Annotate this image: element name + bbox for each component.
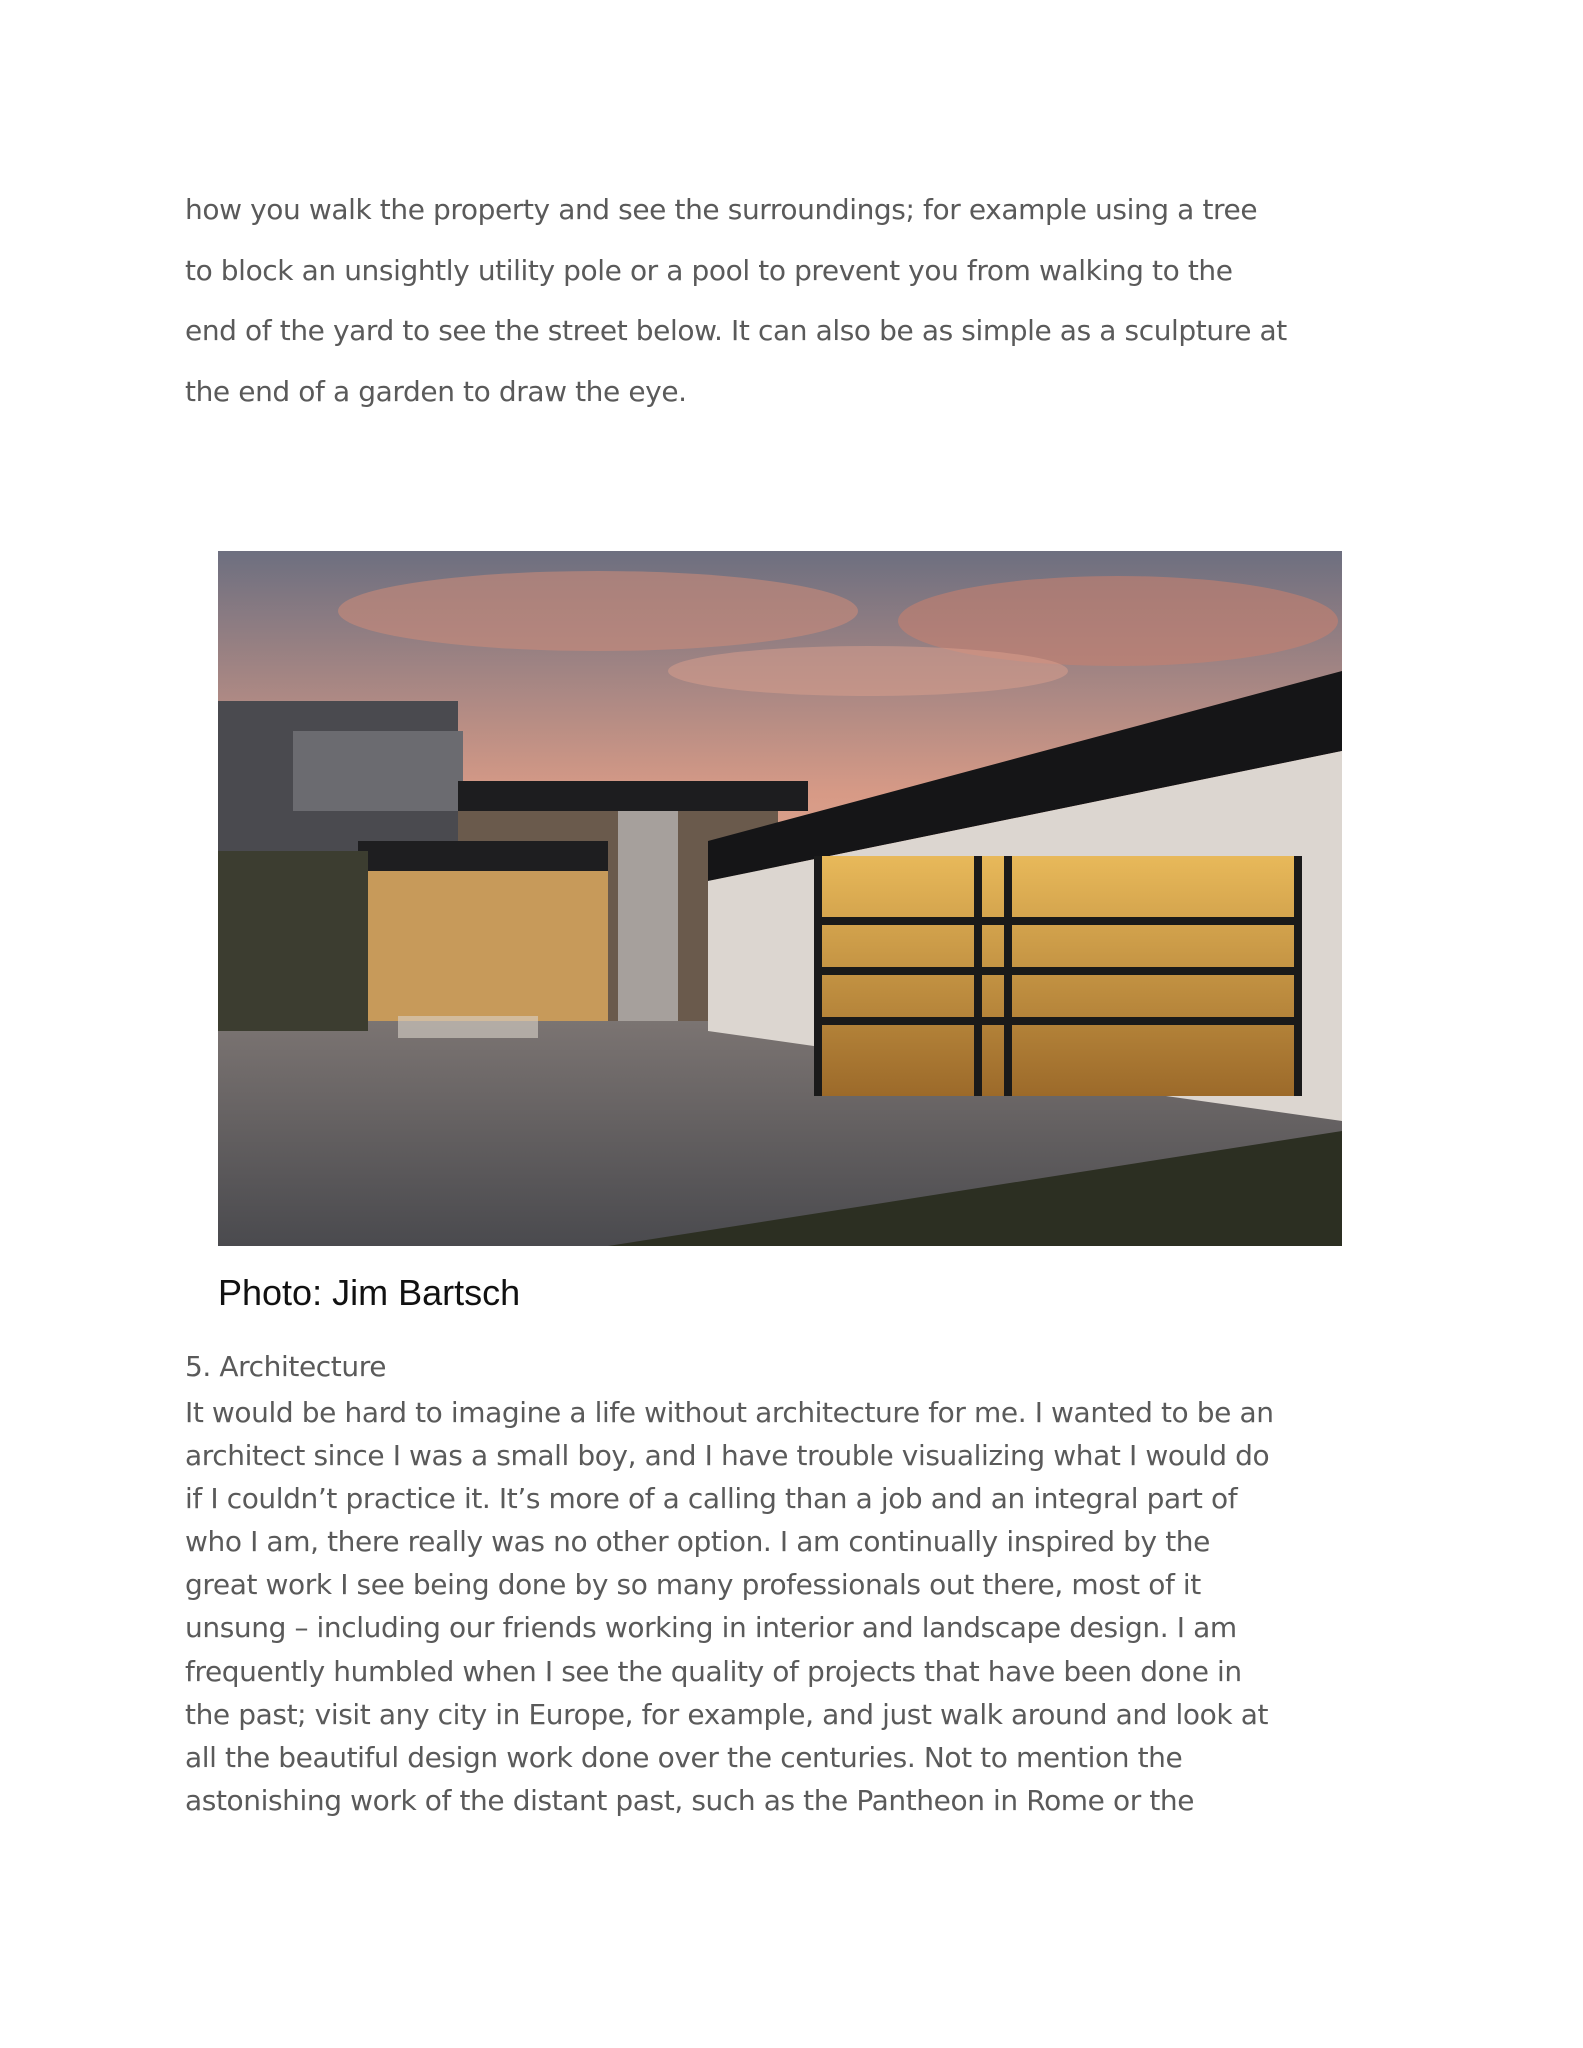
photo-caption: Photo: Jim Bartsch	[218, 1272, 521, 1313]
text-line: frequently humbled when I see the quality of projects that have been done in	[185, 1654, 1242, 1688]
section-heading: 5. Architecture	[185, 1350, 387, 1383]
text-line: the end of a garden to draw the eye.	[185, 374, 687, 408]
text-line: who I am, there really was no other option. I am continually inspired by the	[185, 1525, 1210, 1559]
text-line: to block an unsightly utility pole or a pool to prevent you from walking to the	[185, 253, 1233, 287]
text-line: It would be hard to imagine a life without architecture for me. I wanted to be an	[185, 1396, 1274, 1429]
text-line: architect since I was a small boy, and I have trouble visualizing what I would do	[185, 1439, 1270, 1473]
text-line: astonishing work of the distant past, such as the Pantheon in Rome or the	[185, 1783, 1195, 1817]
text-line: unsung – including our friends working in interior and landscape design. I am	[185, 1611, 1237, 1645]
text-line: if I couldn’t practice it. It’s more of a calling than a job and an integral part of	[185, 1482, 1238, 1516]
intro-paragraph	[185, 180, 1415, 422]
house-photo-illustration	[218, 551, 1342, 1246]
text-line: all the beautiful design work done over the centuries. Not to mention the	[185, 1740, 1183, 1774]
house-photo	[218, 551, 1342, 1246]
text-line: great work I see being done by so many professionals out there, most of it	[185, 1568, 1201, 1602]
text-line: how you walk the property and see the surroundings; for example using a tree	[185, 193, 1258, 226]
section-paragraph	[185, 1391, 1415, 1822]
text-line: the past; visit any city in Europe, for example, and just walk around and look at	[185, 1697, 1269, 1731]
text-line: end of the yard to see the street below. It can also be as simple as a sculpture at	[185, 314, 1287, 347]
